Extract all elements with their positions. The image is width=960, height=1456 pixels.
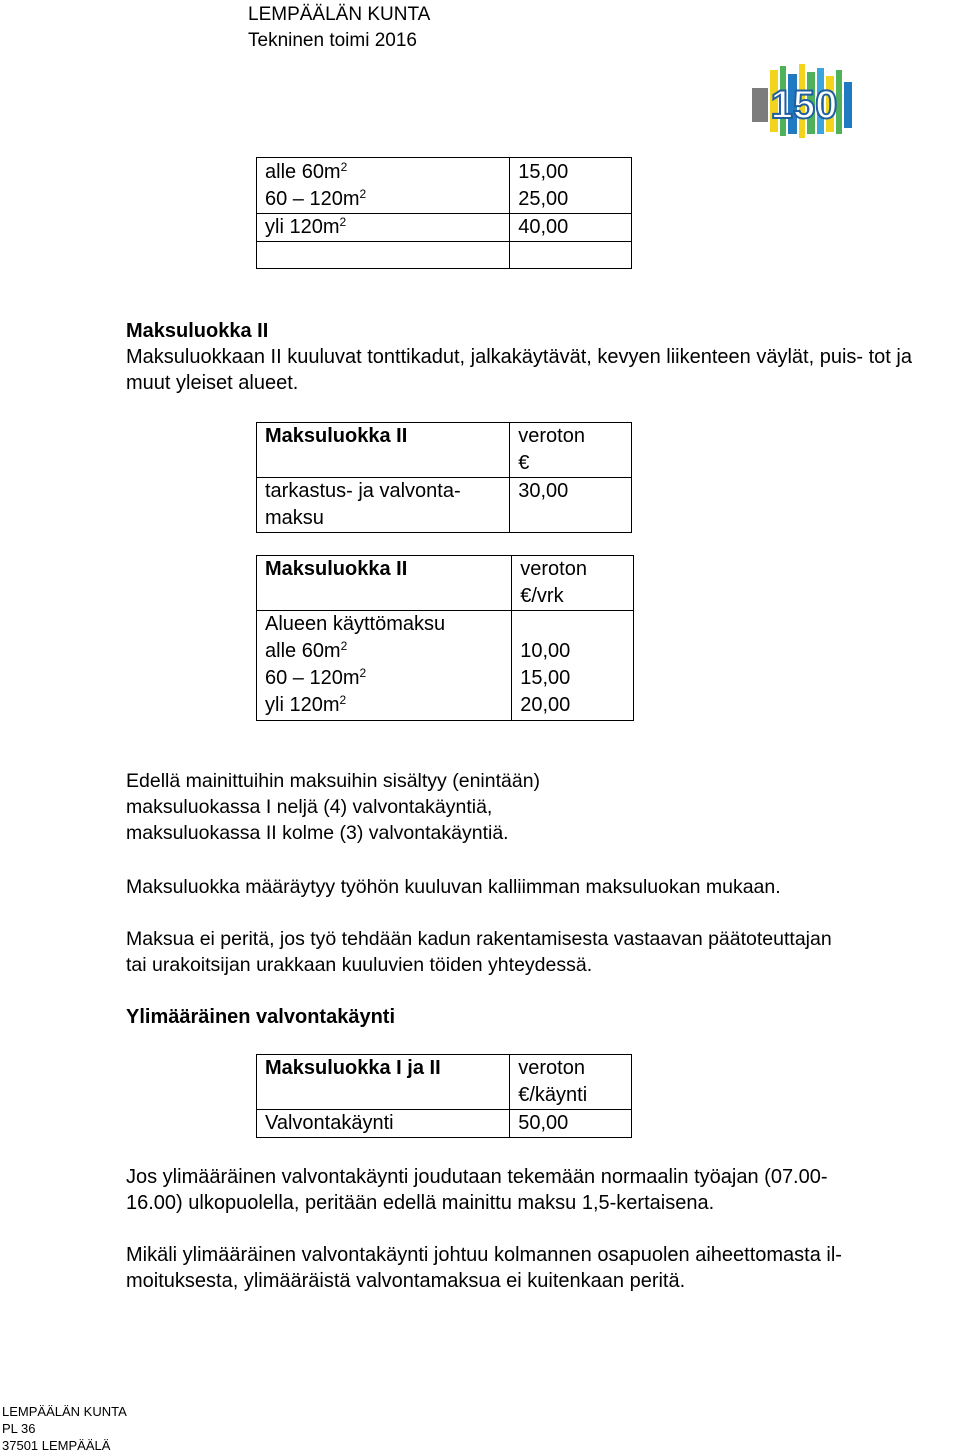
table-row: yli $120m^2$ 40,00 [257,214,632,242]
table-header-row: Maksuluokka II veroton € [257,423,632,478]
section-text: Maksuluokkaan II kuuluvat tonttikadut, jalkakäytävät, kevyen liikenteen väylät, puis- tot ja muut yleiset alueet. [126,346,912,394]
paragraph-third-party: Mikäli ylimääräinen valvontakäynti johtuu kolmannen osapuolen aiheettomasta il- moituksesta, ylimääräistä valvontamaksua ei kuitenkaan peritä. [126,1244,842,1292]
extra-visit-fee-table [256,1054,632,1138]
municipality-150-logo [752,62,856,142]
table-row: Valvontakäynti 50,00 [257,1110,632,1138]
table-row: alle $60m^2$ 10,00 [257,638,634,665]
fee-value: 30,00 [510,478,632,533]
paragraph-overtime: Jos ylimääräinen valvontakäynti joudutaan tekemään normaalin työajan (07.00- 16.00) ulkopuolella, peritään edellä mainittu maksu 1,5-kertaisena. [126,1166,828,1214]
paragraph-included-visits: Edellä mainittuihin maksuihin sisältyy (enintään) maksuluokassa I neljä (4) valvontakäyntiä, maksuluokassa II kolme (3) valvontakäyntiä. [126,770,541,844]
table-row: $60 - 120m^2$ 25,00 [257,186,632,214]
table-row: tarkastus- ja valvonta- maksu 30,00 [257,478,632,533]
area-use-fee-table [256,555,634,721]
paragraph-no-fee: Maksua ei peritä, jos työ tehdään kadun rakentamisesta vastaavan päätoteuttajan tai urakoitsijan urakkaan kuuluvien töiden yhteydessä. [126,928,832,976]
fee-value: 15,00 [510,158,632,187]
fee-value: 20,00 [512,692,634,721]
table-row-empty [257,242,632,269]
fee-value: 10,00 [512,638,634,665]
svg-text:150: 150 [770,83,838,127]
table-row: yli $120m^2$ 20,00 [257,692,634,721]
fee-value: 50,00 [510,1110,632,1138]
table-row: $60 - 120m^2$ 15,00 [257,665,634,692]
fee-table-class-1 [256,157,632,269]
fee-value: 40,00 [510,214,632,242]
table-heading: Maksuluokka I ja II [265,1057,441,1079]
fee-value: 15,00 [512,665,634,692]
footer-po-box: PL 36 [2,1421,36,1436]
header-org: LEMPÄÄLÄN KUNTA [248,4,431,25]
fee-value: 25,00 [510,186,632,214]
table-heading: Maksuluokka II [265,425,408,447]
table-header-row: Maksuluokka II veroton €/vrk [257,556,634,611]
table-heading: Maksuluokka II [265,558,408,580]
section-heading: Maksuluokka II [126,320,269,342]
table-row: Alueen käyttömaksu [257,611,634,639]
footer-org: LEMPÄÄLÄN KUNTA [2,1404,127,1419]
table-row: alle $60m^2$ 15,00 [257,158,632,187]
table-header-row: Maksuluokka I ja II veroton €/käynti [257,1055,632,1110]
inspection-fee-table [256,422,632,533]
section-heading-extra-visit: Ylimääräinen valvontakäynti [126,1006,396,1028]
header-dept: Tekninen toimi 2016 [248,30,417,51]
paragraph-fee-class: Maksuluokka määräytyy työhön kuuluvan kalliimman maksuluokan mukaan. [126,876,781,898]
footer-postal: 37501 LEMPÄÄLÄ [2,1438,111,1453]
